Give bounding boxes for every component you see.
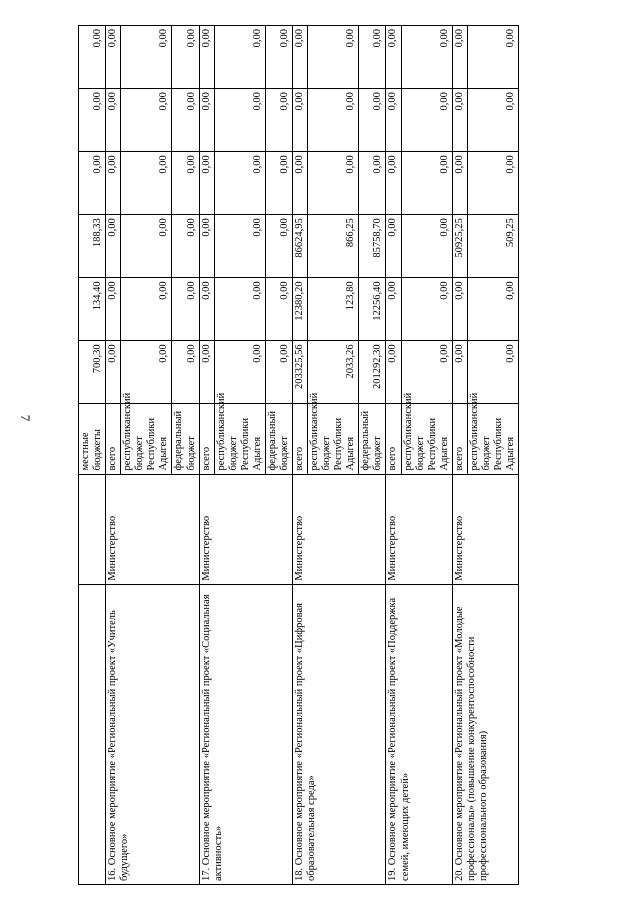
event-name-cell: 16. Основное мероприятие «Региональный проект «Учитель будущего» <box>106 584 199 884</box>
amount-cell: 0,00 <box>265 341 292 404</box>
amount-cell: 0,00 <box>452 89 467 152</box>
amount-cell: 0,00 <box>106 89 121 152</box>
amount-cell: 0,00 <box>172 152 199 215</box>
table-row <box>199 26 214 885</box>
amount-cell: 0,00 <box>401 26 452 89</box>
funding-source-cell: республиканский бюджет Республики Адыгея <box>401 404 452 474</box>
amount-cell: 134,40 <box>79 278 106 341</box>
event-name-cell <box>79 584 106 884</box>
amount-cell: 12256,40 <box>359 278 386 341</box>
amount-cell: 0,00 <box>401 89 452 152</box>
event-name-cell: 19. Основное мероприятие «Региональный проект «Поддержка семей, имеющих детей» <box>386 584 452 884</box>
amount-cell: 0,00 <box>452 278 467 341</box>
funding-source-cell: всего <box>199 404 214 474</box>
amount-cell: 86624,95 <box>293 215 308 278</box>
executor-cell: Министерство <box>199 474 292 584</box>
amount-cell: 0,00 <box>293 152 308 215</box>
amount-cell: 0,00 <box>199 152 214 215</box>
amount-cell: 0,00 <box>121 341 172 404</box>
amount-cell: 0,00 <box>452 26 467 89</box>
amount-cell: 0,00 <box>199 26 214 89</box>
funding-source-cell: местные бюджеты <box>79 404 106 474</box>
amount-cell: 0,00 <box>386 341 401 404</box>
table-row <box>106 26 121 885</box>
amount-cell: 0,00 <box>401 215 452 278</box>
amount-cell: 0,00 <box>172 89 199 152</box>
amount-cell: 0,00 <box>121 215 172 278</box>
amount-cell: 0,00 <box>199 278 214 341</box>
amount-cell: 0,00 <box>293 26 308 89</box>
amount-cell: 0,00 <box>199 215 214 278</box>
amount-cell: 0,00 <box>452 341 467 404</box>
amount-cell: 188,33 <box>79 215 106 278</box>
funding-source-cell: республиканский бюджет Республики Адыгея <box>214 404 265 474</box>
funding-source-cell: федеральный бюджет <box>265 404 292 474</box>
funding-source-cell: всего <box>106 404 121 474</box>
amount-cell: 0,00 <box>121 152 172 215</box>
amount-cell: 123,80 <box>308 278 359 341</box>
amount-cell: 0,00 <box>121 278 172 341</box>
amount-cell: 0,00 <box>214 26 265 89</box>
funding-source-cell: республиканский бюджет Республики Адыгея <box>121 404 172 474</box>
amount-cell: 0,00 <box>214 278 265 341</box>
executor-cell: Министерство <box>106 474 199 584</box>
amount-cell: 0,00 <box>79 89 106 152</box>
amount-cell: 50925,25 <box>452 215 467 278</box>
amount-cell: 0,00 <box>467 278 518 341</box>
amount-cell: 0,00 <box>265 278 292 341</box>
amount-cell: 0,00 <box>265 215 292 278</box>
amount-cell: 0,00 <box>265 26 292 89</box>
amount-cell: 0,00 <box>467 152 518 215</box>
executor-cell: Министерство <box>293 474 386 584</box>
amount-cell: 0,00 <box>467 341 518 404</box>
amount-cell: 0,00 <box>308 89 359 152</box>
amount-cell: 0,00 <box>401 278 452 341</box>
amount-cell: 12380,20 <box>293 278 308 341</box>
executor-cell: Министерство <box>452 474 518 584</box>
table-row <box>293 26 308 885</box>
amount-cell: 0,00 <box>106 215 121 278</box>
amount-cell: 0,00 <box>172 215 199 278</box>
amount-cell: 0,00 <box>452 152 467 215</box>
amount-cell: 0,00 <box>199 89 214 152</box>
amount-cell: 0,00 <box>386 152 401 215</box>
amount-cell: 0,00 <box>106 341 121 404</box>
amount-cell: 0,00 <box>214 341 265 404</box>
table-row <box>79 26 106 885</box>
amount-cell: 203325,56 <box>293 341 308 404</box>
table-body <box>79 26 519 885</box>
amount-cell: 0,00 <box>172 341 199 404</box>
amount-cell: 0,00 <box>386 278 401 341</box>
amount-cell: 0,00 <box>467 26 518 89</box>
amount-cell: 0,00 <box>359 152 386 215</box>
funding-source-cell: всего <box>293 404 308 474</box>
event-name-cell: 20. Основное мероприятие «Региональный проект «Молодые профессионалы» (повышение конкурентоспособности профессионального образования) <box>452 584 518 884</box>
amount-cell: 866,25 <box>308 215 359 278</box>
amount-cell: 700,30 <box>79 341 106 404</box>
amount-cell: 0,00 <box>214 215 265 278</box>
amount-cell: 0,00 <box>214 89 265 152</box>
amount-cell: 0,00 <box>121 89 172 152</box>
table-row <box>386 26 401 885</box>
amount-cell: 85758,70 <box>359 215 386 278</box>
amount-cell: 0,00 <box>401 341 452 404</box>
amount-cell: 201292,30 <box>359 341 386 404</box>
funding-source-cell: всего <box>386 404 401 474</box>
table-row <box>452 26 467 885</box>
amount-cell: 0,00 <box>467 89 518 152</box>
funding-source-cell: республиканский бюджет Республики Адыгея <box>467 404 518 474</box>
amount-cell: 0,00 <box>79 26 106 89</box>
funding-source-cell: всего <box>452 404 467 474</box>
amount-cell: 0,00 <box>386 26 401 89</box>
amount-cell: 2033,26 <box>308 341 359 404</box>
amount-cell: 0,00 <box>172 26 199 89</box>
amount-cell: 0,00 <box>106 278 121 341</box>
event-name-cell: 17. Основное мероприятие «Региональный проект «Социальная активность» <box>199 584 292 884</box>
amount-cell: 0,00 <box>79 152 106 215</box>
amount-cell: 0,00 <box>359 89 386 152</box>
amount-cell: 0,00 <box>106 152 121 215</box>
event-name-cell: 18. Основное мероприятие «Региональный проект «Цифровая образовательная среда» <box>293 584 386 884</box>
amount-cell: 0,00 <box>199 341 214 404</box>
amount-cell: 0,00 <box>214 152 265 215</box>
financing-table <box>78 25 519 885</box>
amount-cell: 0,00 <box>359 26 386 89</box>
amount-cell: 0,00 <box>106 26 121 89</box>
amount-cell: 0,00 <box>121 26 172 89</box>
amount-cell: 0,00 <box>172 278 199 341</box>
funding-source-cell: республиканский бюджет Республики Адыгея <box>308 404 359 474</box>
amount-cell: 0,00 <box>308 26 359 89</box>
amount-cell: 0,00 <box>265 152 292 215</box>
amount-cell: 509,25 <box>467 215 518 278</box>
executor-cell: Министерство <box>386 474 452 584</box>
amount-cell: 0,00 <box>401 152 452 215</box>
executor-cell <box>79 474 106 584</box>
amount-cell: 0,00 <box>308 152 359 215</box>
amount-cell: 0,00 <box>386 89 401 152</box>
amount-cell: 0,00 <box>386 215 401 278</box>
amount-cell: 0,00 <box>265 89 292 152</box>
page-number: 7 <box>18 414 33 422</box>
funding-source-cell: федеральный бюджет <box>359 404 386 474</box>
rotated-table-container <box>78 25 628 885</box>
amount-cell: 0,00 <box>293 89 308 152</box>
funding-source-cell: федеральный бюджет <box>172 404 199 474</box>
